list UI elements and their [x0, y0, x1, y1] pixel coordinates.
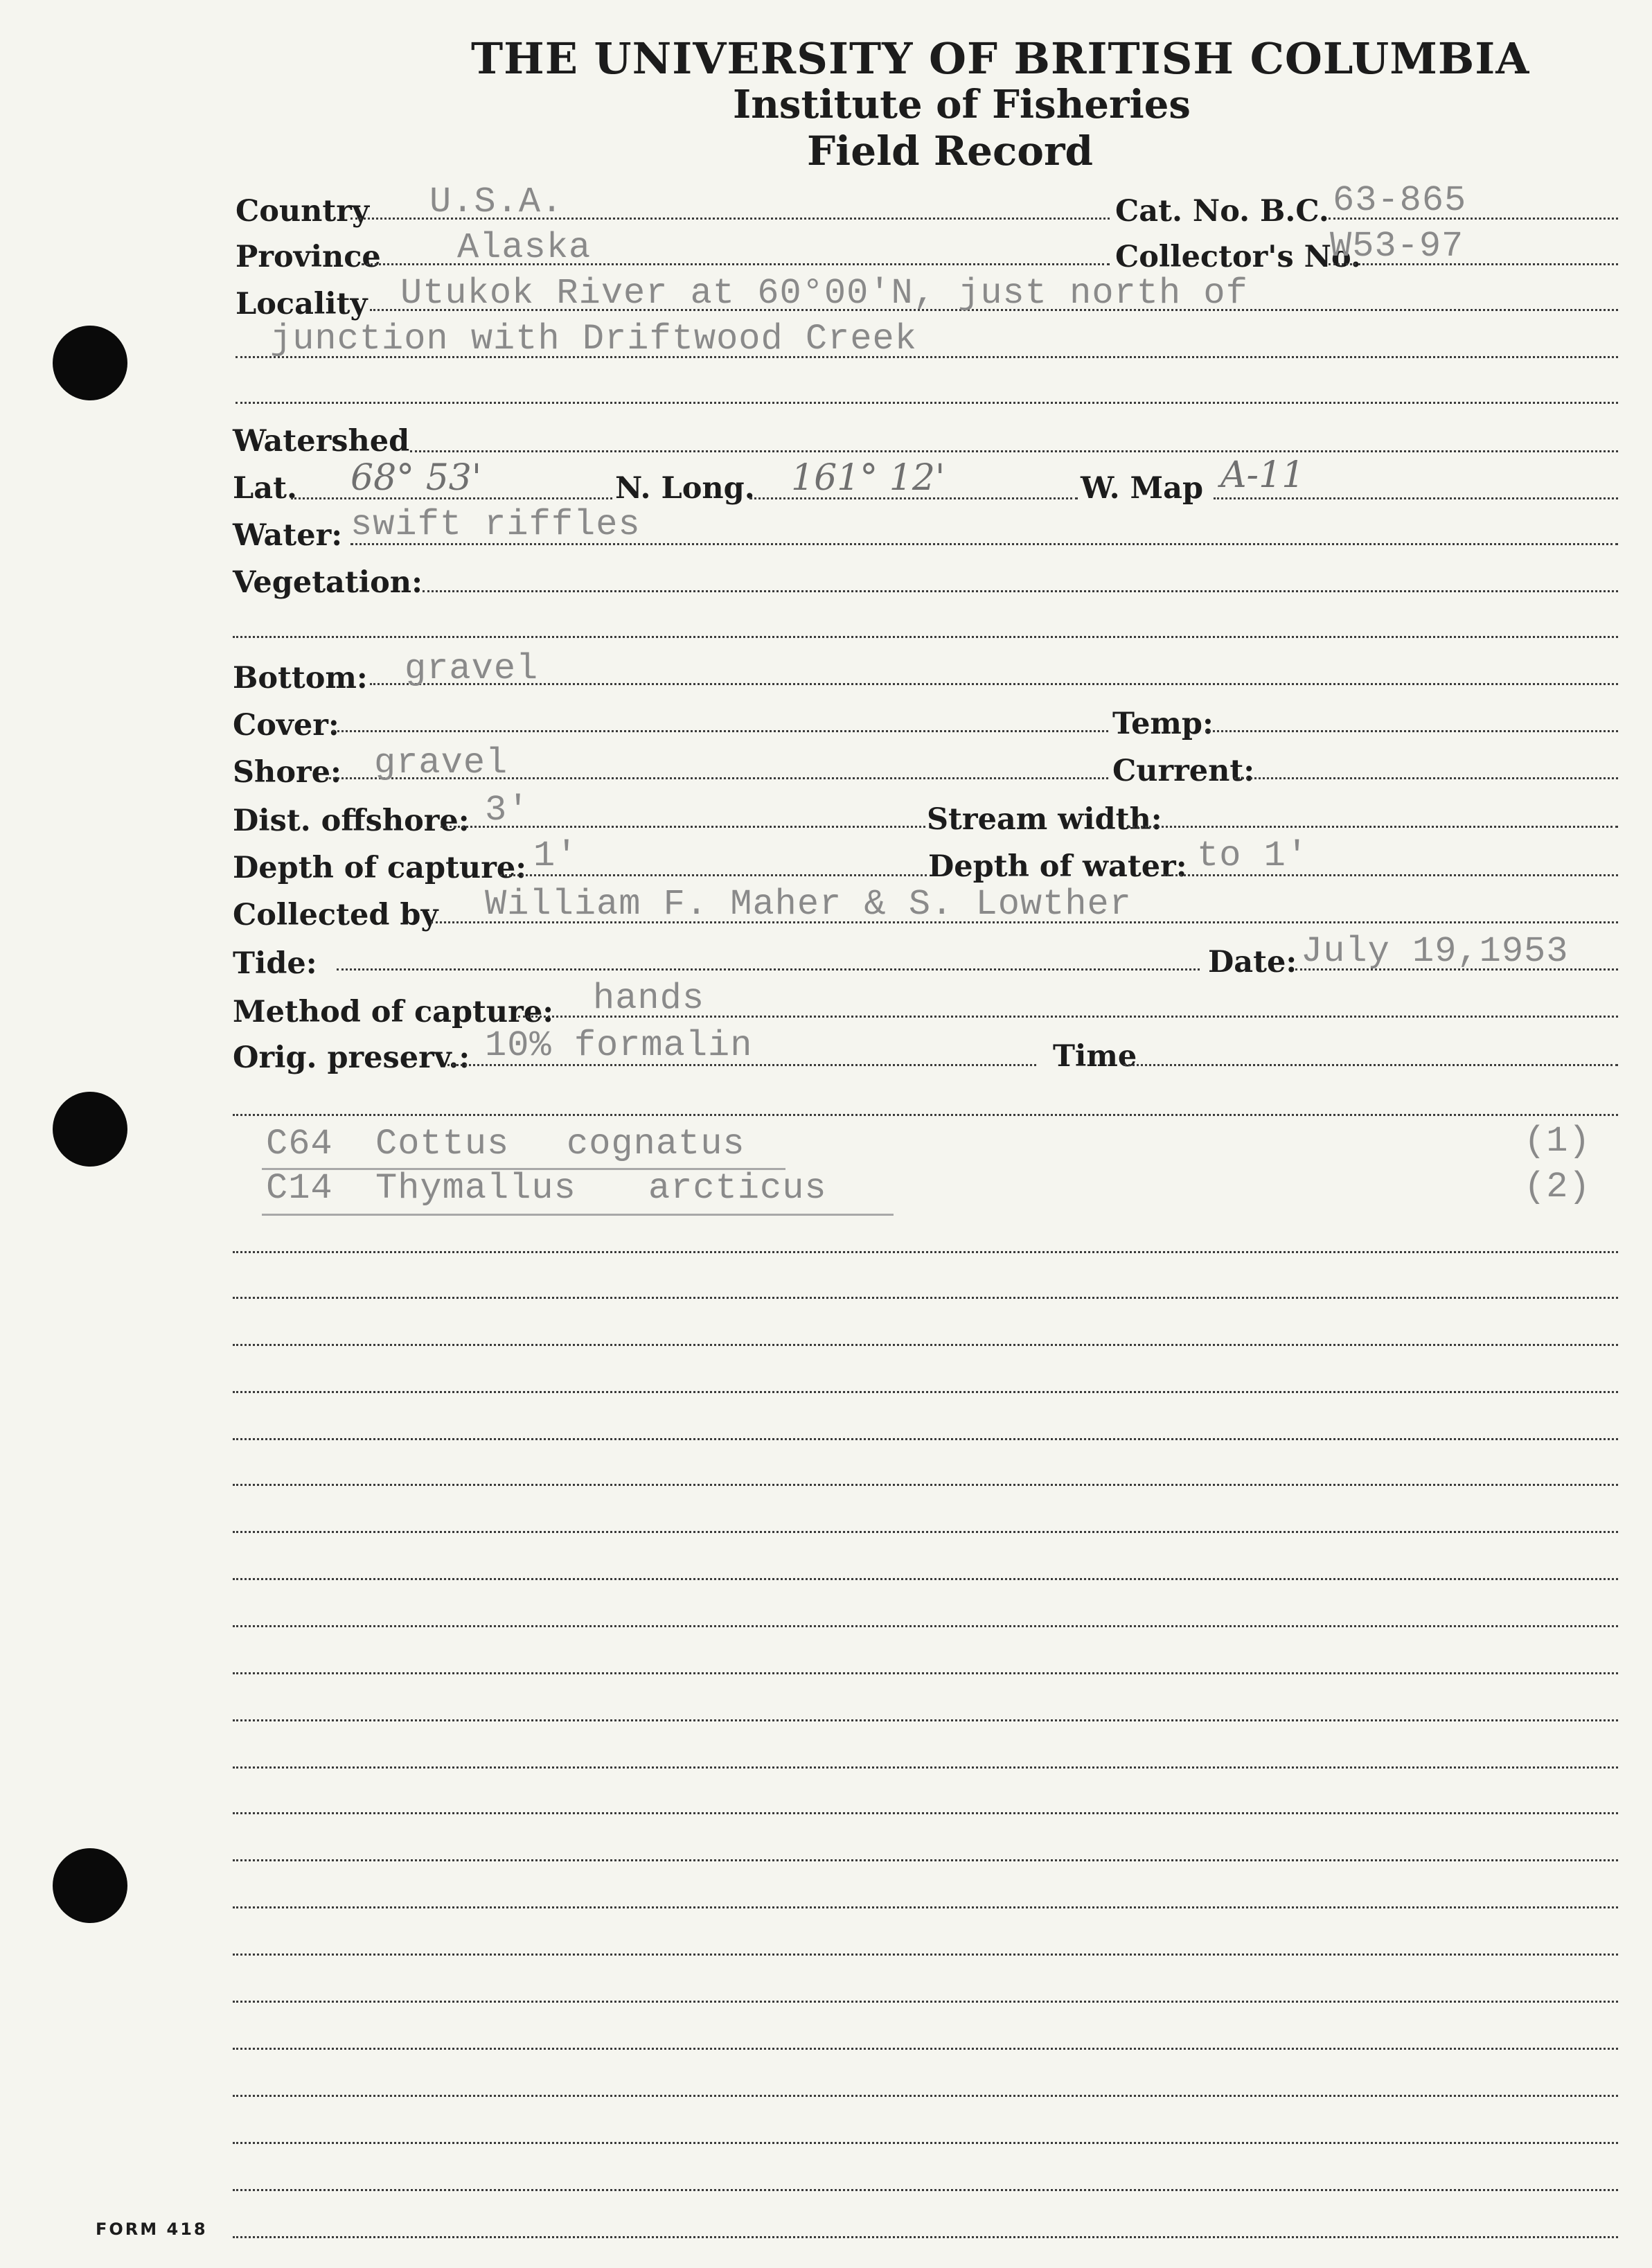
lat-label: Lat. [233, 471, 297, 506]
cover-line [332, 730, 1108, 732]
ruled-line [233, 2236, 1618, 2238]
institute-title: Institute of Fisheries [733, 82, 1191, 127]
punch-hole-middle [53, 1092, 127, 1167]
ruled-line [233, 1906, 1618, 1908]
country-label: Country [236, 194, 369, 229]
ruled-line [233, 2095, 1618, 2097]
ruled-line [233, 1766, 1618, 1769]
vegetation-label: Vegetation: [233, 565, 423, 600]
specimen-code: C14 [266, 1168, 333, 1209]
specimen-line-0 [233, 1114, 1618, 1116]
depth-water-label: Depth of water: [928, 849, 1187, 884]
province-value: Alaska [457, 227, 592, 268]
cover-label: Cover: [233, 708, 339, 743]
locality-value-2: junction with Driftwood Creek [270, 319, 917, 360]
punch-hole-bottom [53, 1848, 127, 1923]
ruled-line [233, 1954, 1618, 1956]
ruled-line [233, 1344, 1618, 1346]
collected-by-label: Collected by [233, 898, 438, 932]
province-label: Province [236, 240, 381, 274]
depth-water-value: to 1' [1197, 835, 1309, 876]
ruled-line [233, 2142, 1618, 2144]
specimen-species: cognatus [567, 1124, 745, 1164]
time-line [1123, 1064, 1618, 1066]
stream-width-label: Stream width: [927, 802, 1162, 837]
specimen-genus: Thymallus [375, 1168, 576, 1209]
ruled-line [233, 1484, 1618, 1486]
vegetation-line-1 [423, 590, 1618, 592]
current-label: Current: [1112, 754, 1255, 788]
orig-preserv-value: 10% formalin [485, 1025, 753, 1066]
ruled-line [233, 1719, 1618, 1721]
tide-line [337, 968, 1200, 971]
ruled-line [233, 1625, 1618, 1627]
record-title: Field Record [807, 127, 1094, 175]
ruled-line [233, 1297, 1618, 1299]
depth-capture-value: 1' [533, 835, 578, 876]
method-value: hands [593, 978, 705, 1019]
ruled-line [233, 1531, 1618, 1533]
ruled-line [233, 1251, 1618, 1253]
current-line [1234, 777, 1618, 779]
ruled-line [233, 1438, 1618, 1440]
locality-value-1: Utukok River at 60°00'N, just north of [400, 273, 1248, 314]
specimen-count: (2) [1524, 1167, 1591, 1207]
form-number: FORM 418 [96, 2220, 208, 2239]
depth-capture-label: Depth of capture: [233, 851, 527, 885]
bottom-line [370, 683, 1618, 685]
date-label: Date: [1208, 945, 1297, 980]
bottom-label: Bottom: [233, 661, 368, 696]
time-label: Time [1053, 1039, 1137, 1074]
water-value: swift riffles [350, 504, 641, 545]
temp-label: Temp: [1112, 707, 1214, 741]
locality-line-3 [236, 402, 1618, 404]
punch-hole-top [53, 326, 127, 400]
cat-no-label: Cat. No. B.C. [1115, 194, 1329, 229]
bottom-value: gravel [405, 648, 539, 689]
ruled-line [233, 2048, 1618, 2050]
specimen-species: arcticus [648, 1168, 827, 1209]
specimen-genus: Cottus [375, 1124, 510, 1164]
country-value: U.S.A. [429, 181, 564, 222]
lat-value: 68° 53' [350, 457, 482, 499]
stream-width-line [1128, 826, 1618, 828]
cat-no-value: 63-865 [1333, 180, 1467, 221]
dist-offshore-value: 3' [485, 790, 530, 831]
water-label: Water: [233, 518, 343, 553]
ruled-line [233, 1578, 1618, 1580]
w-map-label: W. Map [1081, 471, 1204, 506]
ruled-line [233, 2189, 1618, 2191]
watershed-line [410, 450, 1618, 452]
specimen-code: C64 [266, 1124, 333, 1164]
temp-line [1205, 730, 1618, 732]
ruled-line [233, 1391, 1618, 1393]
specimen-underline-2 [262, 1214, 894, 1216]
orig-preserv-label: Orig. preserv.: [233, 1040, 470, 1075]
ruled-line [233, 1859, 1618, 1861]
tide-label: Tide: [233, 946, 317, 981]
map-value: A-11 [1220, 454, 1305, 496]
n-long-label: N. Long. [615, 471, 755, 506]
ruled-line [233, 1672, 1618, 1674]
ruled-line [233, 1812, 1618, 1814]
method-label: Method of capture: [233, 995, 554, 1029]
collector-no-label: Collector's No. [1115, 240, 1361, 274]
university-title: THE UNIVERSITY OF BRITISH COLUMBIA [471, 33, 1530, 84]
vegetation-line-2 [233, 636, 1618, 638]
shore-label: Shore: [233, 755, 341, 790]
date-value: July 19,1953 [1301, 931, 1569, 972]
collected-by-value: William F. Maher & S. Lowther [485, 884, 1132, 925]
watershed-label: Watershed [233, 424, 410, 459]
map-line [1214, 497, 1618, 499]
locality-label: Locality [236, 287, 368, 321]
long-value: 161° 12' [791, 457, 945, 499]
specimen-count: (1) [1524, 1121, 1591, 1162]
dist-offshore-label: Dist. offshore: [233, 804, 470, 838]
collector-no-value: W53-97 [1330, 226, 1464, 267]
ruled-line [233, 2001, 1618, 2003]
shore-value: gravel [374, 743, 508, 783]
